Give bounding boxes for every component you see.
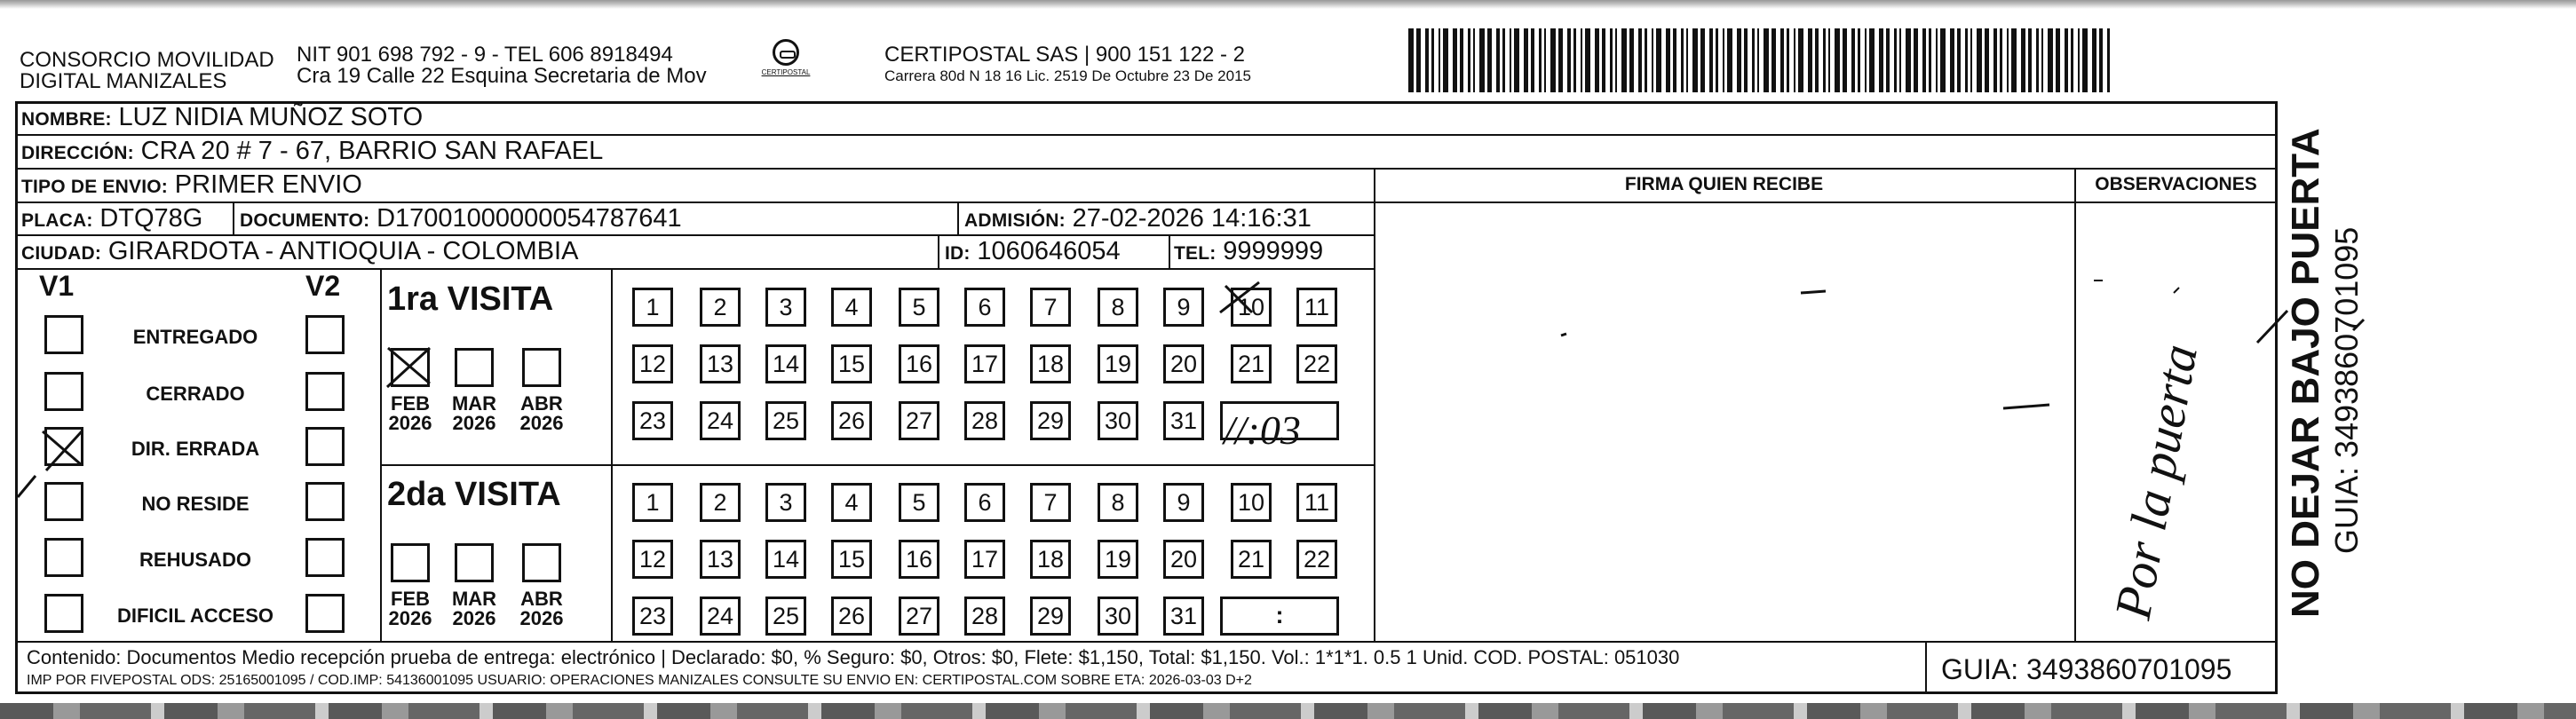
barcode-bar <box>2078 28 2080 92</box>
barcode-bar <box>1585 28 1590 92</box>
day-box[interactable]: 8 <box>1098 288 1138 327</box>
day-box[interactable]: 12 <box>632 540 673 579</box>
barcode-bar <box>1858 28 1860 92</box>
day-box[interactable]: 13 <box>700 344 741 383</box>
print-info-line: IMP POR FIVEPOSTAL ODS: 25165001095 / COD.IMP: 54136001095 USUARIO: OPERACIONES MANIZALES CONSULTE SU ENVIO EN: CERTIPOSTAL.COM SOBRE ETA: 2026-03-03 D+2 <box>27 673 1252 688</box>
day-box[interactable]: 29 <box>1030 401 1071 440</box>
barcode-bar <box>1823 28 1826 92</box>
day-box[interactable]: 7 <box>1030 483 1071 522</box>
day-box[interactable]: 8 <box>1098 483 1138 522</box>
barcode-bar <box>2099 28 2103 92</box>
barcode-bar <box>1957 28 1961 92</box>
day-box[interactable]: 5 <box>899 288 939 327</box>
day-box[interactable]: 4 <box>831 288 872 327</box>
barcode-bar <box>1744 28 1748 92</box>
barcode-bar <box>1681 28 1684 92</box>
barcode-bar <box>1558 28 1563 92</box>
barcode-bar <box>1453 28 1457 92</box>
barcode-bar <box>1595 28 1599 92</box>
day-box[interactable]: 29 <box>1030 597 1071 636</box>
name-field: NOMBRE: LUZ NIDIA MUÑOZ SOTO <box>21 103 424 131</box>
barcode-bar <box>1906 28 1911 92</box>
logo-emblem-icon <box>773 39 799 66</box>
status-label: CERRADO <box>146 383 245 405</box>
barcode-bar <box>1757 28 1759 92</box>
month-label: ABR 2026 <box>519 588 564 629</box>
barcode-bar <box>1794 28 1795 92</box>
barcode-bar <box>1977 28 1982 92</box>
barcode-bar <box>1764 28 1769 92</box>
status-label: DIR. ERRADA <box>131 438 260 460</box>
barcode-bar <box>1656 28 1661 92</box>
barcode-bar <box>2065 28 2068 92</box>
barcode-bar <box>1936 28 1938 92</box>
barcode-bar <box>1929 28 1931 92</box>
v2-checkbox[interactable] <box>305 538 345 577</box>
day-box[interactable]: 31 <box>1163 597 1204 636</box>
barcode-bar <box>1544 28 1546 92</box>
barcode-bar <box>1408 28 1414 92</box>
barcode-bar <box>1865 28 1867 92</box>
barcode-bar <box>1835 28 1840 92</box>
month-checkbox[interactable] <box>455 543 494 582</box>
id-field: ID: 1060646054 <box>945 237 1121 265</box>
barcode-bar <box>1716 28 1718 92</box>
barcode-bar <box>1737 28 1741 92</box>
day-box[interactable]: 28 <box>964 597 1005 636</box>
barcode-bar <box>1914 28 1918 92</box>
barcode-bar <box>1787 28 1789 92</box>
barcode-bar <box>1652 28 1653 92</box>
day-box[interactable]: 26 <box>831 597 872 636</box>
tel-field: TEL: 9999999 <box>1174 237 1324 265</box>
barcode-bar <box>1993 28 1997 92</box>
day-box[interactable]: 19 <box>1098 540 1138 579</box>
day-box[interactable]: 11 <box>1296 288 1337 327</box>
status-label: ENTREGADO <box>132 326 258 348</box>
barcode-bar <box>1940 28 1946 92</box>
status-label: DIFICIL ACCESO <box>116 604 273 627</box>
barcode-bar <box>1894 28 1897 92</box>
month-checkbox[interactable] <box>455 348 494 387</box>
day-box[interactable]: 7 <box>1030 288 1071 327</box>
barcode-bar <box>1970 28 1972 92</box>
visit-title: 2da VISITA <box>387 476 561 513</box>
shipping-type-field: TIPO DE ENVIO: PRIMER ENVIO <box>21 170 362 199</box>
barcode-bar <box>1879 28 1883 92</box>
v2-checkbox[interactable] <box>305 482 345 521</box>
v2-heading: V2 <box>305 270 341 302</box>
status-label: NO RESIDE <box>141 493 250 515</box>
barcode-bar <box>2041 28 2043 92</box>
observations-column-title: OBSERVACIONES <box>2095 174 2257 194</box>
barcode-bar <box>1798 28 1803 92</box>
day-box[interactable]: 14 <box>765 540 806 579</box>
day-box[interactable]: 9 <box>1163 288 1204 327</box>
barcode-bar <box>2092 28 2096 92</box>
barcode-bar <box>1851 28 1855 92</box>
document-field: DOCUMENTO: D17001000000054787641 <box>240 204 682 233</box>
month-checkbox[interactable] <box>391 348 430 387</box>
barcode-bar <box>1950 28 1954 92</box>
barcode-bar <box>1439 28 1440 92</box>
barcode-bar <box>1985 28 1989 92</box>
barcode-bar <box>1468 28 1470 92</box>
barcode-bar <box>1709 28 1713 92</box>
day-box[interactable]: 25 <box>765 401 806 440</box>
barcode-bar <box>1581 28 1582 92</box>
barcode <box>1408 28 2110 92</box>
day-box[interactable]: 26 <box>831 401 872 440</box>
day-box[interactable]: 6 <box>964 483 1005 522</box>
barcode-bar <box>1531 28 1534 92</box>
day-box[interactable]: 23 <box>632 597 673 636</box>
barcode-bar <box>2036 28 2039 92</box>
barcode-bar <box>1723 28 1724 92</box>
plate-field: PLACA: DTQ78G <box>21 204 203 233</box>
day-box[interactable]: 4 <box>831 483 872 522</box>
day-box[interactable]: 10 <box>1231 483 1272 522</box>
barcode-bar <box>1514 28 1519 92</box>
day-box[interactable]: 31 <box>1163 401 1204 440</box>
v1-checkbox[interactable] <box>44 372 83 411</box>
day-box[interactable]: 23 <box>632 401 673 440</box>
barcode-bar <box>1692 28 1698 92</box>
barcode-bar <box>1567 28 1571 92</box>
day-box[interactable]: 15 <box>831 344 872 383</box>
barcode-bar <box>1615 28 1617 92</box>
v1-checkbox[interactable] <box>44 538 83 577</box>
barcode-bar <box>1922 28 1926 92</box>
barcode-bar <box>1899 28 1901 92</box>
month-label: FEB 2026 <box>388 588 432 629</box>
month-label: MAR 2026 <box>451 392 497 434</box>
barcode-bar <box>1431 28 1434 92</box>
barcode-bar <box>1550 28 1556 92</box>
barcode-bar <box>1843 28 1847 92</box>
v2-checkbox[interactable] <box>305 594 345 633</box>
v1-heading: V1 <box>39 270 75 302</box>
day-box[interactable]: 30 <box>1098 597 1138 636</box>
barcode-bar <box>1645 28 1647 92</box>
city-field: CIUDAD: GIRARDOTA - ANTIOQUIA - COLOMBIA <box>21 237 579 265</box>
day-box[interactable]: 25 <box>765 597 806 636</box>
barcode-bar <box>1686 28 1688 92</box>
barcode-bar <box>1638 28 1642 92</box>
no-under-door-notice: NO DEJAR BAJO PUERTA <box>2284 128 2327 618</box>
day-box[interactable]: 21 <box>1231 344 1272 383</box>
month-checkbox[interactable] <box>522 348 561 387</box>
barcode-bar <box>2028 28 2032 92</box>
barcode-bar <box>1524 28 1528 92</box>
barcode-bar <box>1479 28 1485 92</box>
barcode-bar <box>1673 28 1676 92</box>
day-box[interactable]: 30 <box>1098 401 1138 440</box>
barcode-bar <box>1425 28 1429 92</box>
day-box[interactable]: 17 <box>964 344 1005 383</box>
barcode-bar <box>1621 28 1627 92</box>
barcode-bar <box>2082 28 2088 92</box>
day-box[interactable]: 22 <box>1296 344 1337 383</box>
side-guide: GUIA: 3493860701095 <box>2328 226 2365 554</box>
address-field: DIRECCIÓN: CRA 20 # 7 - 67, BARRIO SAN RAFAEL <box>21 137 604 165</box>
barcode-bar <box>1780 28 1784 92</box>
barcode-bar <box>2071 28 2073 92</box>
signature-column-title: FIRMA QUIEN RECIBE <box>1624 174 1824 194</box>
barcode-bar <box>1573 28 1576 92</box>
day-box[interactable]: 19 <box>1098 344 1138 383</box>
day-box[interactable]: 21 <box>1231 540 1272 579</box>
barcode-bar <box>1496 28 1500 92</box>
v2-checkbox[interactable] <box>305 315 345 354</box>
consortium-contact: NIT 901 698 792 - 9 - TEL 606 8918494 Cra 19 Calle 22 Esquina Secretaria de Mov <box>297 43 707 88</box>
barcode-bar <box>1815 28 1819 92</box>
barcode-bar <box>1965 28 1968 92</box>
barcode-bar <box>2021 28 2025 92</box>
day-box[interactable]: 16 <box>899 344 939 383</box>
barcode-bar <box>1771 28 1776 92</box>
v1-checkbox[interactable] <box>44 427 83 466</box>
day-box[interactable]: 10 <box>1231 288 1272 327</box>
barcode-bar <box>1700 28 1705 92</box>
time-box[interactable]: : <box>1220 597 1339 636</box>
courier-info: CERTIPOSTAL SAS | 900 151 122 - 2 Carrera 80d N 18 16 Lic. 2519 De Octubre 23 De 2015 <box>884 43 1251 84</box>
day-box[interactable]: 20 <box>1163 344 1204 383</box>
barcode-bar <box>1666 28 1670 92</box>
status-label: REHUSADO <box>139 549 251 571</box>
contents-line: Contenido: Documentos Medio recepción prueba de entrega: electrónico | Declarado: $0, % Seguro: $0, Otros: $0, Flete: $1,150, Total: $1,150. Vol.: 1*1*1. 0.5 1 Unid. COD. POSTAL: 051030 <box>27 646 1680 668</box>
barcode-bar <box>1727 28 1732 92</box>
admission-field: ADMISIÓN: 27-02-2026 14:16:31 <box>964 204 1312 233</box>
v1-checkbox[interactable] <box>44 594 83 633</box>
svg-text://:03: //:03 <box>1224 407 1301 453</box>
day-box[interactable]: 27 <box>899 597 939 636</box>
barcode-bar <box>2011 28 2017 92</box>
month-checkbox[interactable] <box>391 543 430 582</box>
barcode-bar <box>2107 28 2110 92</box>
barcode-bar <box>1416 28 1421 92</box>
day-box[interactable]: 5 <box>899 483 939 522</box>
day-box[interactable]: 14 <box>765 344 806 383</box>
day-box[interactable]: 3 <box>765 288 806 327</box>
day-box[interactable]: 22 <box>1296 540 1337 579</box>
barcode-bar <box>1443 28 1448 92</box>
month-checkbox[interactable] <box>522 543 561 582</box>
day-box[interactable]: 18 <box>1030 540 1071 579</box>
footer-guide: GUIA: 3493860701095 <box>1941 653 2232 685</box>
day-box[interactable]: 24 <box>700 401 741 440</box>
barcode-bar <box>2048 28 2053 92</box>
certipostal-logo: CERTIPOSTAL <box>760 39 812 92</box>
day-box[interactable]: 13 <box>700 540 741 579</box>
day-box[interactable]: 24 <box>700 597 741 636</box>
visit-title: 1ra VISITA <box>387 280 554 318</box>
barcode-bar <box>1869 28 1875 92</box>
barcode-bar <box>1502 28 1505 92</box>
barcode-bar <box>1886 28 1890 92</box>
scan-edge-bottom <box>0 703 2576 719</box>
day-box[interactable]: 2 <box>700 288 741 327</box>
day-box[interactable]: 28 <box>964 401 1005 440</box>
day-box[interactable]: 1 <box>632 483 673 522</box>
barcode-bar <box>1808 28 1812 92</box>
day-box[interactable]: 16 <box>899 540 939 579</box>
day-box[interactable]: 3 <box>765 483 806 522</box>
v1-checkbox[interactable] <box>44 315 83 354</box>
v2-checkbox[interactable] <box>305 427 345 466</box>
month-label: ABR 2026 <box>519 392 564 434</box>
month-label: MAR 2026 <box>451 588 497 629</box>
barcode-bar <box>1629 28 1634 92</box>
v1-checkbox[interactable] <box>44 482 83 521</box>
day-box[interactable]: 1 <box>632 288 673 327</box>
day-box[interactable]: 15 <box>831 540 872 579</box>
svg-text:Por la puerta: Por la puerta <box>2103 340 2209 624</box>
day-box[interactable]: 11 <box>1296 483 1337 522</box>
barcode-bar <box>1602 28 1605 92</box>
month-label: FEB 2026 <box>388 392 432 434</box>
time-box[interactable] <box>1220 401 1339 440</box>
barcode-bar <box>1473 28 1475 92</box>
barcode-bar <box>1828 28 1830 92</box>
day-box[interactable]: 2 <box>700 483 741 522</box>
day-box[interactable]: 12 <box>632 344 673 383</box>
barcode-bar <box>1510 28 1511 92</box>
day-box[interactable]: 9 <box>1163 483 1204 522</box>
scan-edge-top <box>0 0 2576 9</box>
day-box[interactable]: 20 <box>1163 540 1204 579</box>
barcode-bar <box>1610 28 1613 92</box>
barcode-bar <box>2007 28 2009 92</box>
barcode-bar <box>1539 28 1542 92</box>
consortium-name: CONSORCIO MOVILIDAD DIGITAL MANIZALES <box>20 48 274 93</box>
day-box[interactable]: 6 <box>964 288 1005 327</box>
day-box[interactable]: 27 <box>899 401 939 440</box>
barcode-bar <box>2056 28 2060 92</box>
barcode-bar <box>1752 28 1755 92</box>
day-box[interactable]: 17 <box>964 540 1005 579</box>
barcode-bar <box>1487 28 1492 92</box>
barcode-bar <box>2000 28 2002 92</box>
v2-checkbox[interactable] <box>305 372 345 411</box>
barcode-bar <box>1460 28 1463 92</box>
day-box[interactable]: 18 <box>1030 344 1071 383</box>
